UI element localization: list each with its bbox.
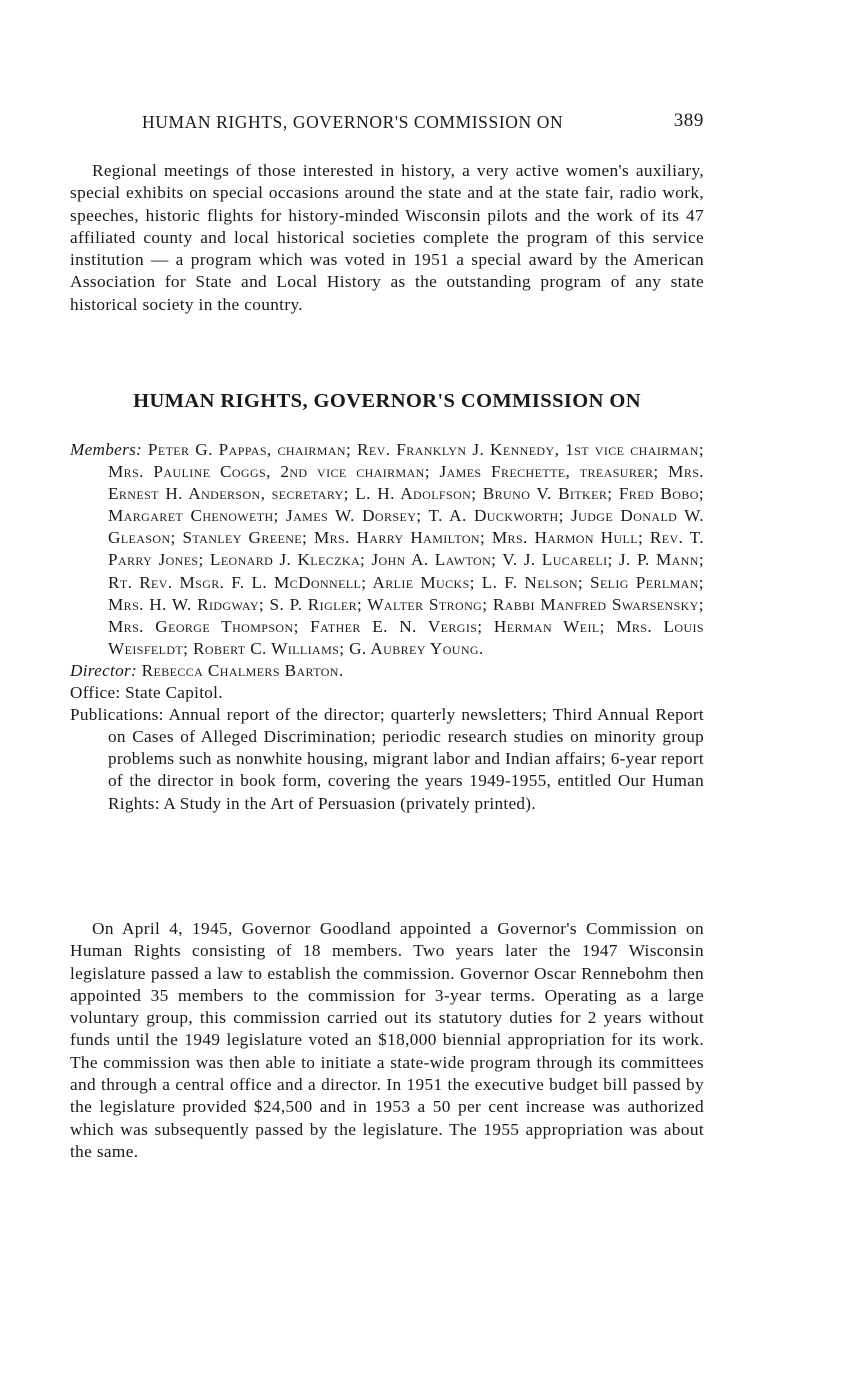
publications-label: Publications:: [70, 705, 164, 725]
publications-value: Annual report of the director; quarterly newsletters; Third Annual Report on Cases of Alleged Discrimination; periodic research studies on minority group problems such as nonwhite housing, migrant labor and Indian affairs; 6-year report of the director in book form, covering the years 1949-1955, entitled Our Human Rights: A Study in the Art of Persuasion (privately printed).: [108, 705, 704, 813]
office-value: State Capitol.: [125, 683, 223, 703]
director-label: Director:: [70, 660, 137, 680]
office-entry: [70, 682, 704, 704]
office-label: Office:: [70, 683, 121, 703]
intro-paragraph: Regional meetings of those interested in history, a very active women's auxiliary, special exhibits on special occasions around the state and at the state fair, radio work, speeches, historic flights for history-minded Wisconsin pilots and the work of its 47 affiliated county and local historical societies complete the program of this service institution — a program which was voted in 1951 a special award by the American Association for State and Local History as the outstanding program of any state historical society in the country.: [70, 161, 704, 314]
director-name: Rebecca Chalmers Barton.: [141, 660, 344, 680]
running-head: [70, 110, 704, 136]
page-number: 389: [673, 110, 704, 131]
members-list: Peter G. Pappas, chairman; Rev. Franklyn J. Kennedy, 1st vice chairman; Mrs. Pauline Coggs, 2nd vice chairman; James Frechette, treasurer; Mrs. Ernest H. Anderson, secretary; L. H. Adolfson; Bruno V. Bitker; Fred Bobo; Margaret Chenoweth; James W. Dorsey; T. A. Duckworth; Judge Donald W. Gleason; Stanley Greene; Mrs. Harry Hamilton; Mrs. Harmon Hull; Rev. T. Parry Jones; Leonard J. Kleczka; John A. Lawton; V. J. Lucareli; J. P. Mann; Rt. Rev. Msgr. F. L. McDonnell; Arlie Mucks; L. F. Nelson; Selig Perlman; Mrs. H. W. Ridgway; S. P. Rigler; Walter Strong; Rabbi Manfred Swarsensky; Mrs. George Thompson; Father E. N. Vergis; Herman Weil; Mrs. Louis Weisfeldt; Robert C. Williams; G. Aubrey Young.: [108, 440, 704, 658]
publications-entry: [70, 704, 704, 814]
section-heading: HUMAN RIGHTS, GOVERNOR'S COMMISSION ON: [133, 390, 641, 412]
director-entry: [70, 660, 704, 682]
members-entry: [70, 439, 704, 660]
history-paragraph: On April 4, 1945, Governor Goodland appointed a Governor's Commission on Human Rights consisting of 18 members. Two years later the 1947 Wisconsin legislature passed a law to establish the commission. Governor Oscar Rennebohm then appointed 35 members to the commission for 3-year terms. Operating as a large voluntary group, this commission carried out its statutory duties for 2 years without funds until the 1949 legislature voted an $18,000 biennial appropriation for its work. The commission was then able to initiate a state-wide program through its committees and through a central office and a director. In 1951 the executive budget bill passed by the legislature provided $24,500 and in 1953 a 50 per cent increase was authorized which was subsequently passed by the legislature. The 1955 appropriation was about the same.: [70, 919, 704, 1161]
members-label: Members:: [70, 440, 143, 459]
directory-entries: [70, 439, 704, 815]
running-head-title: HUMAN RIGHTS, GOVERNOR'S COMMISSION ON: [142, 112, 564, 132]
